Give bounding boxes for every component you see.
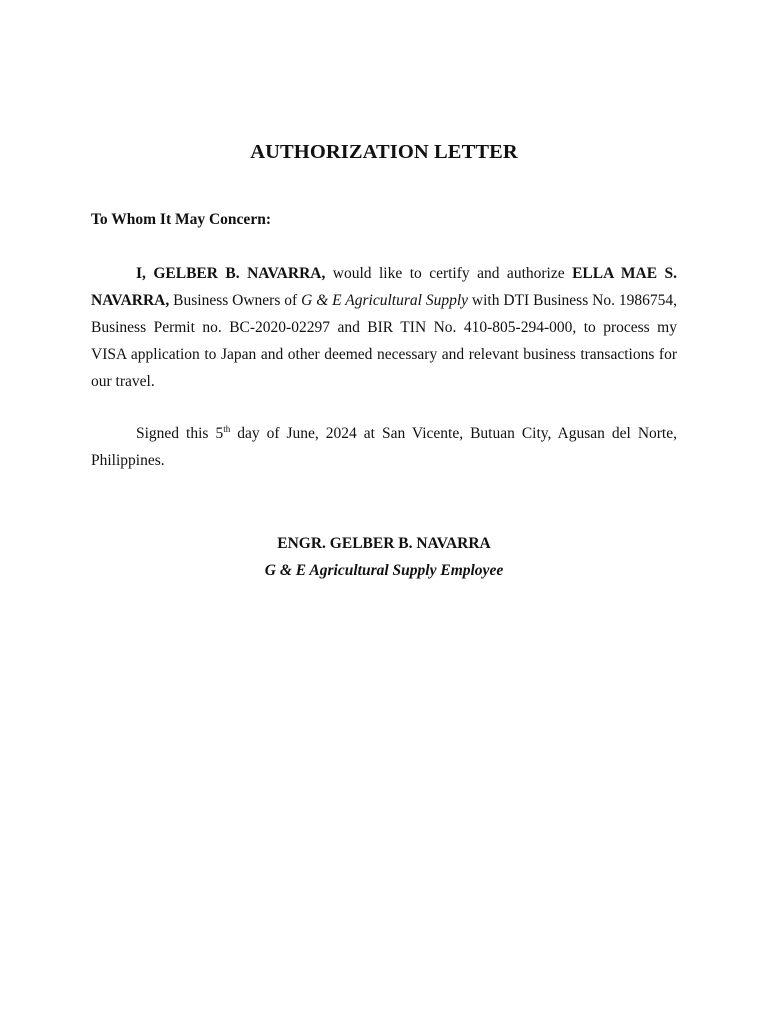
grantee-name: ELLA MAE S. NAVARRA, [91, 265, 677, 309]
paragraph-text: would like to certify and authorize [325, 265, 573, 282]
authorization-paragraph [91, 260, 677, 395]
paragraph-text: Business Owners of [169, 292, 302, 309]
grantor-name: I, GELBER B. NAVARRA, [136, 265, 326, 282]
paragraph-text: with DTI Business No. 1986754, Business Permit no. BC-2020-02297 and BIR TIN No. 410-805-294-000, to process my VISA application to Japan and other deemed necessary and relevant business transactions for our travel. [91, 292, 677, 390]
signatory-name: ENGR. GELBER B. NAVARRA [277, 535, 491, 552]
signatory-role: G & E Agricultural Supply Employee [264, 562, 504, 579]
paragraph-text: Signed this 5 [136, 425, 224, 442]
business-name: G & E Agricultural Supply [301, 292, 469, 309]
salutation: To Whom It May Concern: [91, 211, 271, 228]
ordinal-suffix: th [223, 423, 231, 434]
letter-title: AUTHORIZATION LETTER [250, 141, 518, 163]
signature-block [0, 530, 768, 584]
paragraph-text: day of June, 2024 at San Vicente, Butuan City, Agusan del Norte, Philippines. [91, 425, 677, 469]
signing-paragraph [91, 420, 677, 474]
